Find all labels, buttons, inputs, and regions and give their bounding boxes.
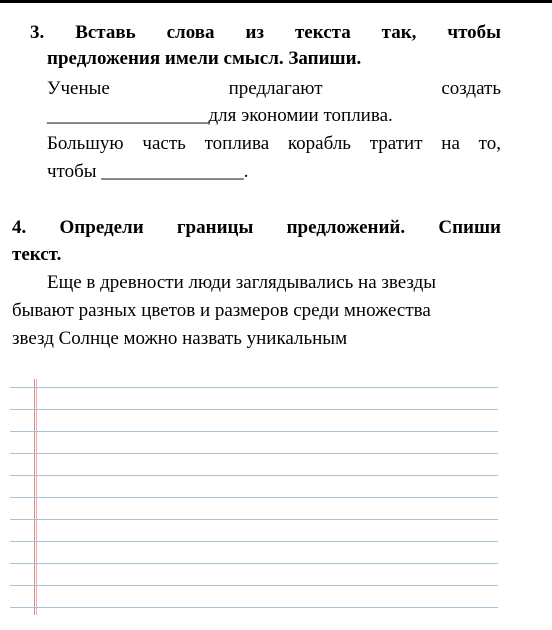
task-4-heading-line-1: 4. Определи границы предложений. Спиши bbox=[12, 217, 501, 238]
task-3-sentence-2-blank: чтобы _______________. bbox=[47, 161, 249, 182]
task-3-heading-line-2: предложения имели смысл. Запиши. bbox=[47, 48, 362, 69]
ruled-line bbox=[10, 541, 498, 542]
top-border bbox=[0, 0, 552, 3]
ruled-line bbox=[10, 519, 498, 520]
ruled-line bbox=[10, 563, 498, 564]
task-3-sentence-1-blank: _________________для экономии топлива. bbox=[47, 105, 393, 126]
task-3-sentence-1-part-1: Ученые предлагают создать bbox=[47, 78, 501, 99]
task-4-text-line-2: бывают разных цветов и размеров среди множества bbox=[12, 300, 431, 321]
ruled-line bbox=[10, 585, 498, 586]
ruled-writing-area[interactable] bbox=[10, 377, 498, 617]
ruled-line bbox=[10, 387, 498, 388]
task-4-text-line-1: Еще в древности люди заглядывались на звезды bbox=[47, 272, 437, 293]
task-4-heading-line-2: текст. bbox=[12, 244, 62, 265]
task-3-sentence-2-part-1: Большую часть топлива корабль тратит на то, bbox=[47, 133, 501, 154]
task-4-text-line-3: звезд Солнце можно назвать уникальным bbox=[12, 328, 348, 349]
task-3-heading-line-1: 3. Вставь слова из текста так, чтобы bbox=[30, 22, 501, 43]
ruled-line bbox=[10, 453, 498, 454]
ruled-line bbox=[10, 409, 498, 410]
ruled-line bbox=[10, 497, 498, 498]
ruled-line bbox=[10, 607, 498, 608]
ruled-line bbox=[10, 475, 498, 476]
ruled-line bbox=[10, 431, 498, 432]
